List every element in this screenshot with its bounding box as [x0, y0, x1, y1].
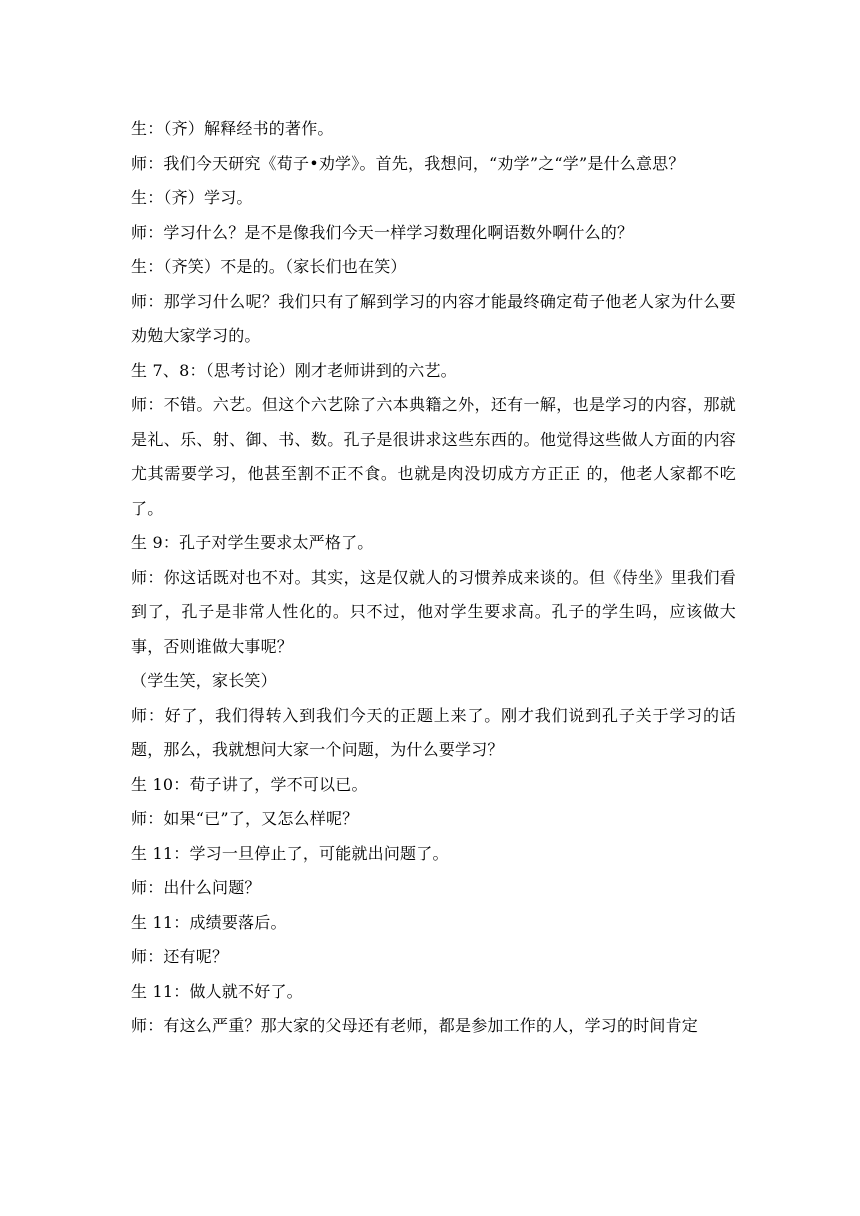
paragraph: 生 11：做人就不好了。	[131, 981, 303, 1001]
paragraph: 生：（齐笑）不是的。（家长们也在笑）	[131, 257, 407, 276]
paragraph: （学生笑，家长笑）	[131, 671, 277, 690]
paragraph: 师：那学习什么呢？我们只有了解到学习的内容才能最终确定荀子他老人家为什么要劝勉大家学习的。	[131, 291, 736, 345]
paragraph: 生 11：学习一旦停止了，可能就出问题了。	[131, 843, 449, 863]
paragraph: 师：好了，我们得转入到我们今天的正题上来了。刚才我们说到孔子关于学习的话题，那么，我就想问大家一个问题，为什么要学习？	[131, 705, 736, 759]
paragraph: 师：你这话既对也不对。其实，这是仅就人的习惯养成来谈的。但《侍坐》里我们看到了，孔子是非常人性化的。只不过，他对学生要求高。孔子的学生吗，应该做大事，否则谁做大事呢？	[131, 567, 736, 656]
paragraph: 师：不错。六艺。但这个六艺除了六本典籍之外，还有一解，也是学习的内容，那就是礼、乐、射、御、书、数。孔子是很讲求这些东西的。他觉得这些做人方面的内容尤其需要学习，他甚至割不正不食。也就是肉没切成方方正正 的，他老人家都不吃了。	[131, 395, 736, 518]
paragraph: 生 10：荀子讲了，学不可以已。	[131, 774, 368, 794]
paragraph: 师：出什么问题？	[131, 878, 261, 897]
paragraph: 师：学习什么？是不是像我们今天一样学习数理化啊语数外啊什么的？	[131, 222, 634, 242]
paragraph: 师：我们今天研究《荀子•劝学》。首先，我想问，“劝学”之“学”是什么意思？	[131, 153, 685, 173]
paragraph: 生 7、8：（思考讨论）刚才老师讲到的六艺。	[131, 360, 457, 380]
paragraph: 师：有这么严重？那大家的父母还有老师，都是参加工作的人，学习的时间肯定	[131, 1016, 699, 1035]
paragraph: 生：（齐）学习。	[131, 188, 253, 207]
paragraph: 师：如果“已”了，又怎么样呢？	[131, 809, 359, 828]
paragraph: 师：还有呢？	[131, 947, 229, 966]
document-body	[131, 112, 736, 1044]
paragraph: 生 11：成绩要落后。	[131, 912, 287, 932]
paragraph: 生 9：孔子对学生要求太严格了。	[131, 533, 374, 552]
paragraph: 生：（齐）解释经书的著作。	[131, 119, 334, 138]
